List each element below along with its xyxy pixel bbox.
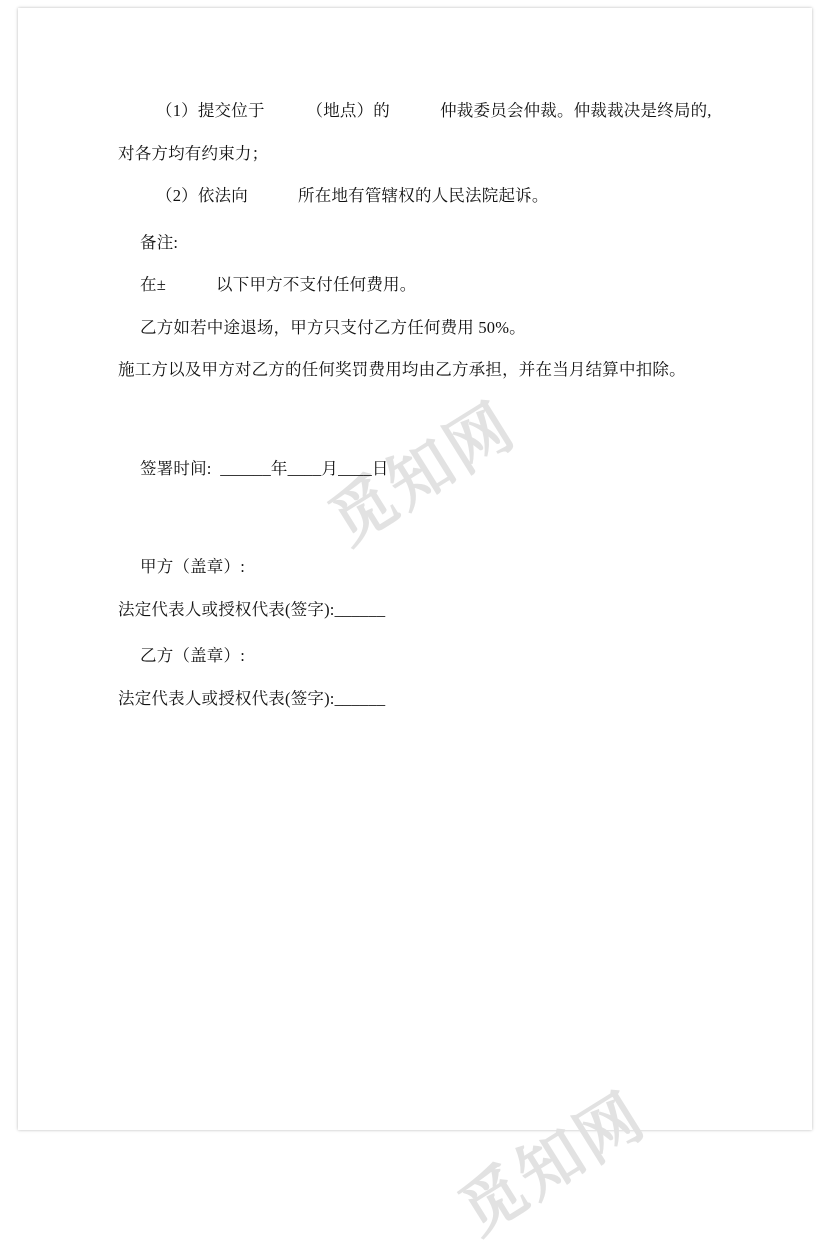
signature-date-line: 签署时间: ______年____月____日 xyxy=(140,458,389,478)
document-sheet xyxy=(18,8,812,1248)
arbitration-option-1-continued: 对各方均有约束力； xyxy=(118,143,269,163)
remark-item-2: 乙方如若中途退场，甲方只支付乙方任何费用 50%。 xyxy=(140,317,526,337)
party-a-seal-line: 甲方（盖章）: xyxy=(140,557,245,576)
remark-item-3: 施工方以及甲方对乙方的任何奖罚费用均由乙方承担，并在当月结算中扣除。 xyxy=(118,360,686,379)
arbitration-option-1: （1）提交位于 （地点）的 仲裁委员会仲裁。仲裁裁决是终局的, xyxy=(156,101,712,120)
remark-item-1: 在± 以下甲方不支付任何费用。 xyxy=(140,275,417,294)
party-b-representative-line: 法定代表人或授权代表(签字):______ xyxy=(118,688,386,708)
watermark-logo-bottom: 觅知网 xyxy=(447,1078,659,1248)
party-b-seal-line: 乙方（盖章）: xyxy=(140,646,245,665)
document-body xyxy=(118,103,718,707)
party-a-representative-line: 法定代表人或授权代表(签字):______ xyxy=(118,599,386,619)
watermark-logo-top: 觅知网 xyxy=(317,388,529,558)
arbitration-option-2: （2）依法向 所在地有管辖权的人民法院起诉。 xyxy=(156,186,549,205)
remarks-heading: 备注: xyxy=(140,232,179,252)
